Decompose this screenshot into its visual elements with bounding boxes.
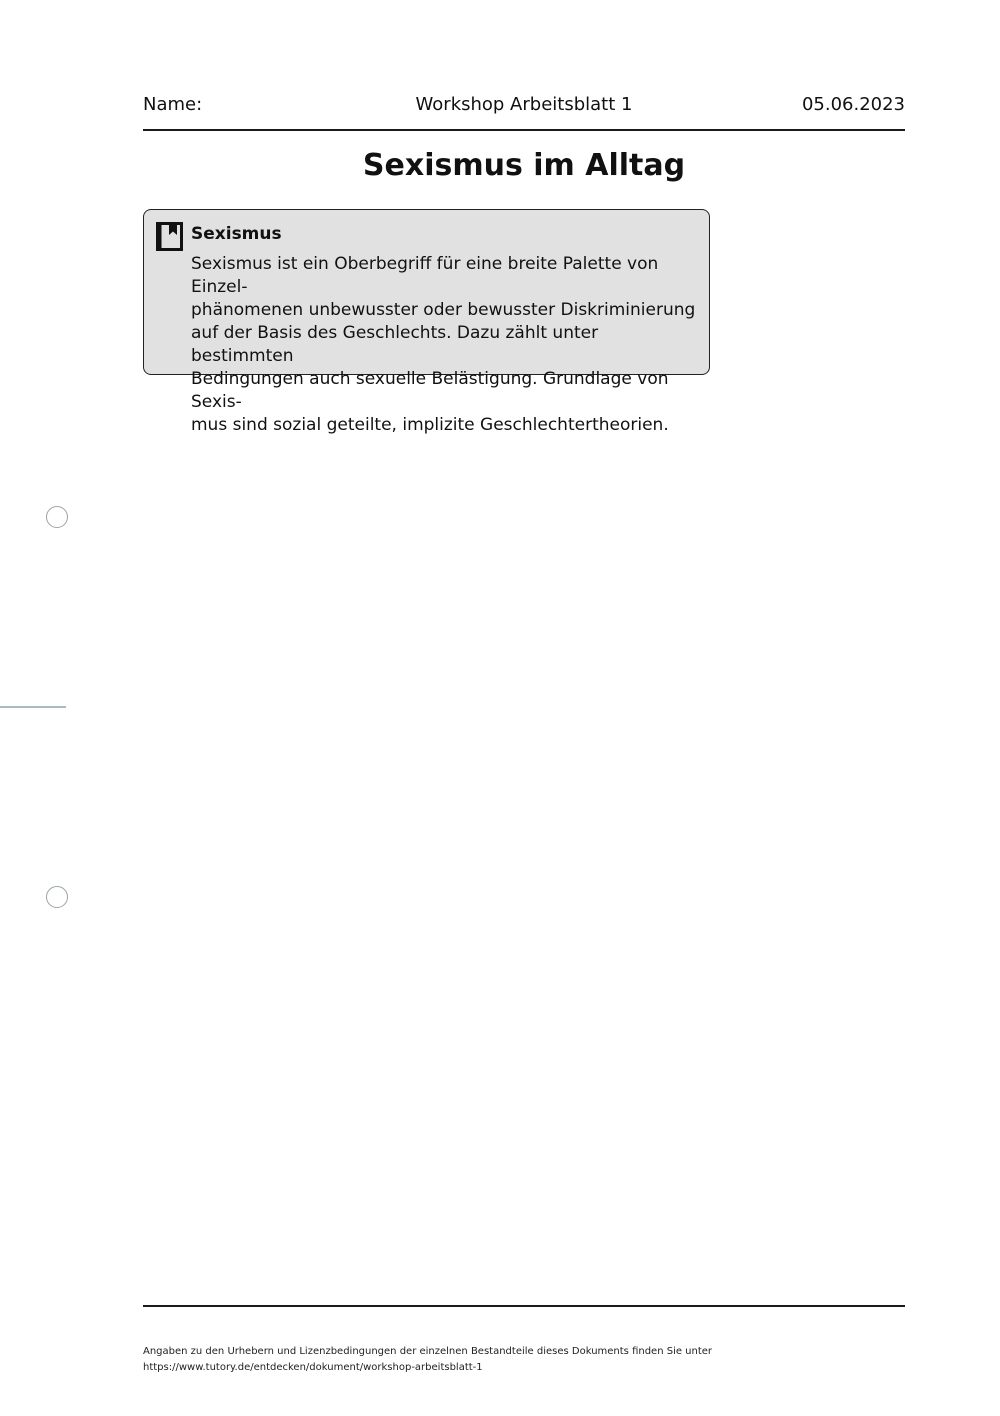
punch-hole-top xyxy=(46,506,68,528)
footer-line-1: Angaben zu den Urhebern und Lizenzbedingungen der einzelnen Bestandteile dieses Dokuments finden Sie unter xyxy=(143,1346,713,1357)
header-divider xyxy=(143,129,905,131)
footer-divider xyxy=(143,1305,905,1307)
footer-link[interactable]: https://www.tutory.de/entdecken/dokument/workshop-arbeitsblatt-1 xyxy=(143,1362,483,1373)
sheet-title: Workshop Arbeitsblatt 1 xyxy=(415,94,633,115)
book-bookmark-icon xyxy=(156,222,183,251)
sheet-date: 05.06.2023 xyxy=(801,94,905,115)
definition-text: Sexismus ist ein Oberbegriff für eine breite Palette von Einzel- phänomenen unbewusster oder bewusster Diskriminierung auf der Basis des Geschlechts. Dazu zählt unter bestimmten Bedingungen auch sexuelle Belästigung. Grundlage von Sexis- mus sind sozial geteilte, implizite Geschlechtertheorien. xyxy=(191,254,696,435)
fold-mark xyxy=(0,706,66,708)
page-header xyxy=(143,94,905,118)
page-title: Sexismus im Alltag xyxy=(362,148,686,183)
definition-box xyxy=(143,209,710,435)
punch-hole-bottom xyxy=(46,886,68,908)
footer-attribution xyxy=(143,1344,905,1376)
definition-heading: Sexismus xyxy=(191,224,282,244)
name-label: Name: xyxy=(143,94,203,115)
